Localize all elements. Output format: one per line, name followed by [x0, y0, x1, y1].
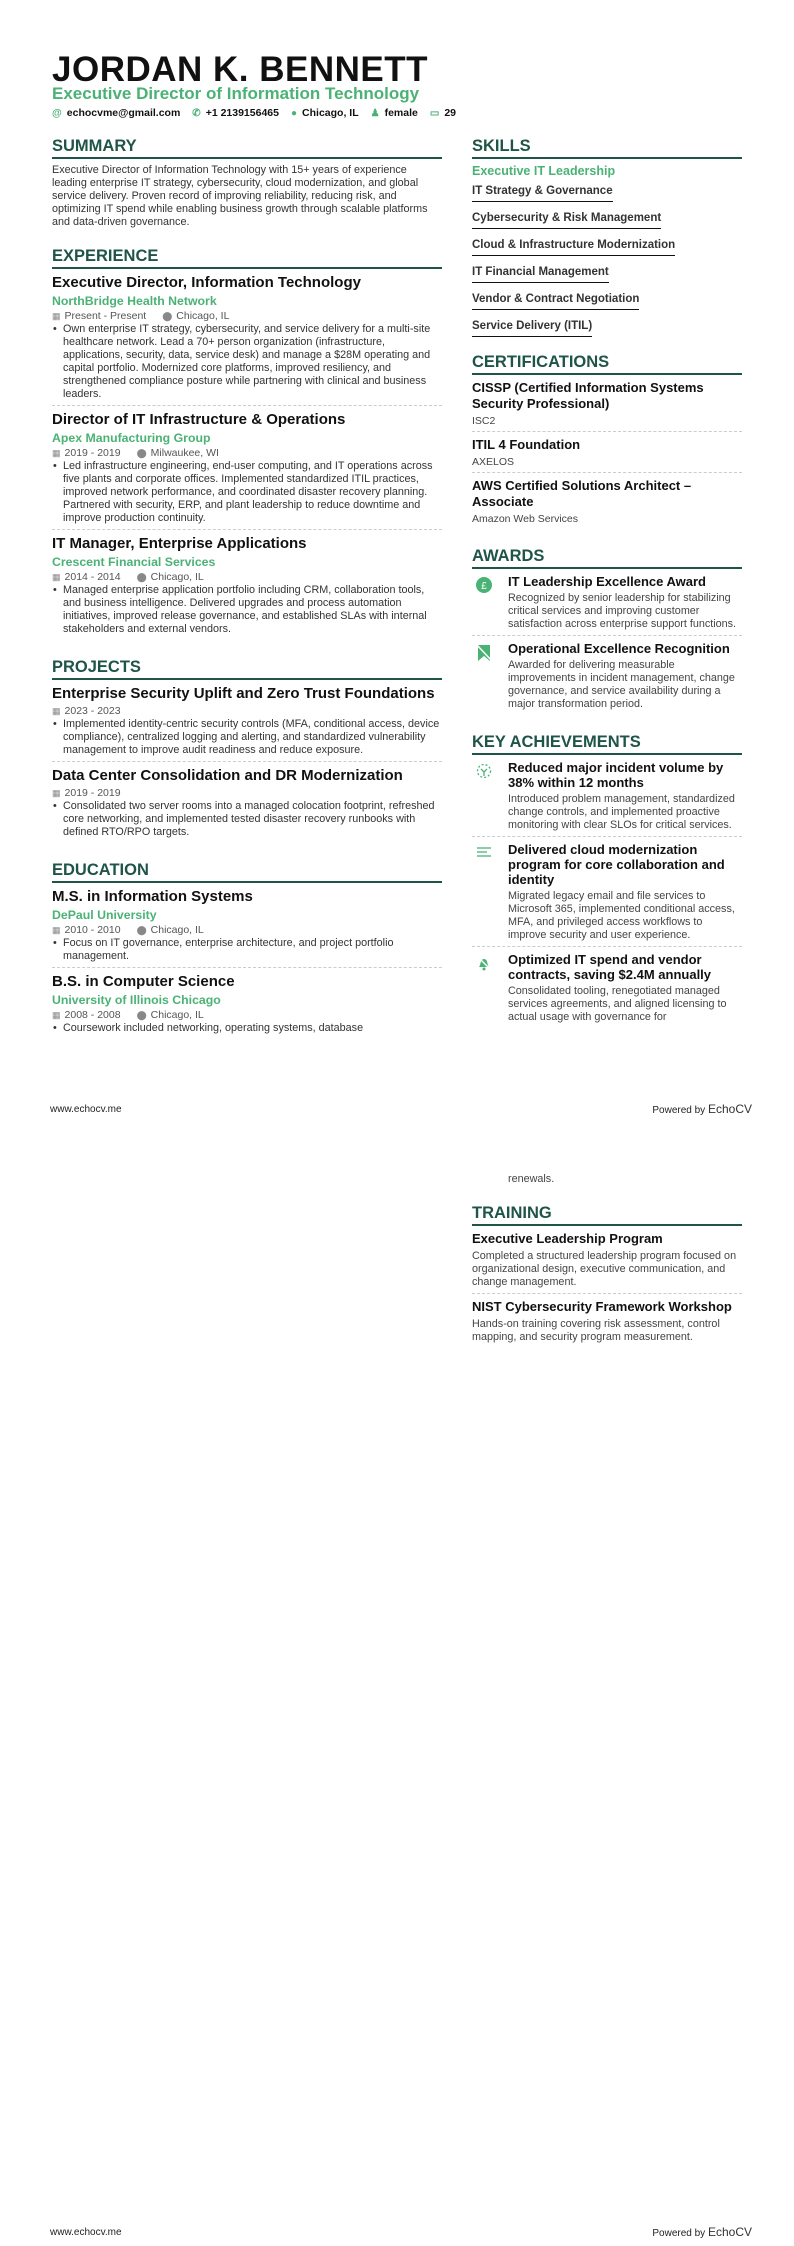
- certification-issuer: Amazon Web Services: [472, 513, 579, 525]
- entry-title: Data Center Consolidation and DR Modernization: [52, 767, 403, 784]
- section-heading-experience: EXPERIENCE: [52, 247, 442, 269]
- date-range: [52, 787, 121, 799]
- entry-bullets: [52, 718, 442, 757]
- training-description: Hands-on training covering risk assessment, control mapping, and security program measurement.: [472, 1318, 720, 1343]
- bullet-item: • Own enterprise IT strategy, cybersecurity, and service delivery for a multi-site healthcare network. Lead a 70+ person organization (infrastructure, applications, security, data, service desk) and manage a $28M operating and capital portfolio. Modernized core platforms, improved resiliency, and strengthened compliance posture while partnering with clinical and business leaders.: [52, 323, 442, 401]
- date-text: 2014 - 2014: [64, 571, 121, 583]
- skill-row: [472, 316, 742, 343]
- certification-entry: [472, 478, 742, 529]
- skill-item: Cloud & Infrastructure Modernization: [472, 239, 675, 256]
- training-title: NIST Cybersecurity Framework Workshop: [472, 1299, 732, 1314]
- calendar-icon: ▦: [52, 311, 61, 321]
- entry-body: [508, 641, 742, 711]
- achievements-entry: [472, 952, 742, 1028]
- item-meta: [52, 571, 442, 583]
- achievements-entry: [472, 760, 742, 837]
- location: [137, 571, 204, 583]
- entry-title: IT Manager, Enterprise Applications: [52, 535, 307, 552]
- left-column: [52, 137, 442, 1044]
- focus-icon: [472, 760, 496, 832]
- powered-by: Powered by EchoCV: [652, 1102, 752, 1116]
- location-icon: ⬤: [136, 925, 147, 935]
- footer-url[interactable]: www.echocv.me: [50, 1104, 122, 1115]
- entry-body: [508, 842, 742, 942]
- section-heading-education: EDUCATION: [52, 861, 442, 883]
- location: [137, 924, 204, 936]
- section-heading-certifications: CERTIFICATIONS: [472, 353, 742, 375]
- item-meta: [52, 310, 442, 322]
- entry-organization: Apex Manufacturing Group: [52, 431, 211, 445]
- item-meta: [52, 705, 442, 717]
- location-text: Chicago, IL: [150, 1009, 204, 1021]
- align-left-icon: [472, 842, 496, 942]
- certifications-list: [472, 380, 742, 529]
- entry-organization: NorthBridge Health Network: [52, 294, 217, 308]
- skill-item: IT Financial Management: [472, 266, 609, 283]
- education-entry: [52, 973, 442, 1039]
- entry-description: Introduced problem management, standardized change controls, and implemented proactive monitoring with clear SLOs for critical services.: [508, 793, 735, 831]
- calendar-icon: ▦: [52, 788, 61, 798]
- skill-group-title: Executive IT Leadership: [472, 164, 616, 178]
- location: [137, 1009, 204, 1021]
- at-icon: @: [52, 108, 62, 119]
- bullet-item: • Consolidated two server rooms into a managed colocation footprint, refreshed core networking, and implemented tested disaster recovery runbooks with defined RTO/RPO targets.: [52, 800, 442, 839]
- entry-bullets: [52, 800, 442, 839]
- summary-text: Executive Director of Information Technology with 15+ years of experience leading enterprise IT strategy, cybersecurity, cloud modernization, and global service delivery. Proven record of improving reliability, reducing risk, and optimizing IT spend while enabling business growth through scalable platforms and data-driven governance.: [52, 164, 428, 228]
- location-text: Chicago, IL: [176, 310, 230, 322]
- entry-description: Consolidated tooling, renegotiated managed services agreements, and aligned licensing to actual usage with governance for: [508, 985, 727, 1023]
- location-icon: ⬤: [136, 448, 147, 458]
- awards-entry: [472, 641, 742, 715]
- location-icon: ⬤: [136, 572, 147, 582]
- entry-body: [508, 574, 742, 631]
- item-meta: [52, 1009, 442, 1021]
- contact-bar: [52, 107, 456, 119]
- location-icon: ⬤: [136, 1010, 147, 1020]
- right-column: [472, 137, 742, 1033]
- certification-name: CISSP (Certified Information Systems Security Professional): [472, 380, 704, 411]
- certification-issuer: ISC2: [472, 415, 496, 427]
- contact-gender: ♟ female: [370, 107, 418, 119]
- education-entry: [52, 888, 442, 968]
- entry-organization: DePaul University: [52, 908, 157, 922]
- entry-bullets: [52, 937, 442, 963]
- section-heading-training: TRAINING: [472, 1204, 742, 1226]
- svg-text:£: £: [481, 581, 487, 592]
- date-range: [52, 447, 121, 459]
- entry-title: Director of IT Infrastructure & Operations: [52, 411, 346, 428]
- item-meta: [52, 924, 442, 936]
- entry-organization: University of Illinois Chicago: [52, 993, 221, 1007]
- entry-bullets: [52, 323, 442, 401]
- powered-by: Powered by EchoCV: [652, 2225, 752, 2239]
- training-title: Executive Leadership Program: [472, 1231, 663, 1246]
- section-heading-achievements: KEY ACHIEVEMENTS: [472, 733, 742, 755]
- entry-title: Enterprise Security Uplift and Zero Trust Foundations: [52, 685, 435, 702]
- date-range: [52, 924, 121, 936]
- skill-item: Vendor & Contract Negotiation: [472, 293, 639, 310]
- section-heading-projects: PROJECTS: [52, 658, 442, 680]
- awards-entry: [472, 574, 742, 636]
- entry-body: [508, 760, 742, 832]
- location-text: Milwaukee, WI: [150, 447, 219, 459]
- candidate-title: Executive Director of Information Technology: [52, 84, 420, 103]
- skill-row: [472, 235, 742, 262]
- bullet-item: • Coursework included networking, operating systems, database: [52, 1022, 442, 1035]
- location-icon: ⬤: [162, 311, 173, 321]
- date-range: [52, 1009, 121, 1021]
- entry-description: Recognized by senior leadership for stabilizing critical services and improving customer satisfaction across enterprise support functions.: [508, 592, 737, 630]
- entry-title: Executive Director, Information Technology: [52, 274, 361, 291]
- location: [137, 447, 219, 459]
- projects-entry: [52, 767, 442, 843]
- experience-entry: [52, 274, 442, 406]
- achievement-desc-continued: renewals.: [508, 1173, 555, 1185]
- entry-title: Delivered cloud modernization program for core collaboration and identity: [508, 842, 725, 887]
- location: [162, 310, 229, 322]
- entry-title: Reduced major incident volume by 38% within 12 months: [508, 760, 724, 790]
- calendar-icon: ▭: [429, 108, 440, 119]
- bookmark-off-icon: [472, 641, 496, 711]
- date-range: [52, 571, 121, 583]
- contact-location: ● Chicago, IL: [290, 107, 359, 119]
- date-text: 2008 - 2008: [64, 1009, 121, 1021]
- entry-title: M.S. in Information Systems: [52, 888, 253, 905]
- entry-description: Awarded for delivering measurable improvements in incident management, change governance, and service availability during a major transformation period.: [508, 659, 735, 710]
- contact-age: ▭ 29: [429, 107, 457, 119]
- bell-off-icon: [472, 952, 496, 1024]
- experience-entry: [52, 411, 442, 530]
- date-text: 2010 - 2010: [64, 924, 121, 936]
- section-heading-awards: AWARDS: [472, 547, 742, 569]
- entry-bullets: [52, 460, 442, 525]
- awards-list: [472, 574, 742, 715]
- section-heading-summary: SUMMARY: [52, 137, 442, 159]
- skill-row: [472, 289, 742, 316]
- certification-entry: [472, 437, 742, 473]
- entry-bullets: [52, 1022, 442, 1035]
- location-text: Chicago, IL: [150, 924, 204, 936]
- date-range: [52, 310, 146, 322]
- certification-name: AWS Certified Solutions Architect – Associate: [472, 478, 692, 509]
- calendar-icon: ▦: [52, 925, 61, 935]
- experience-list: [52, 274, 442, 640]
- projects-entry: [52, 685, 442, 762]
- candidate-name: JORDAN K. BENNETT: [52, 50, 429, 89]
- training-list: [472, 1231, 742, 1348]
- achievements-list: [472, 760, 742, 1028]
- certification-entry: [472, 380, 742, 432]
- entry-bullets: [52, 584, 442, 636]
- calendar-icon: ▦: [52, 706, 61, 716]
- skill-item: Service Delivery (ITIL): [472, 320, 592, 337]
- page-2: [0, 1123, 794, 2246]
- achievements-entry: [472, 842, 742, 947]
- bullet-item: • Implemented identity-centric security controls (MFA, conditional access, device compliance), centralized logging and alerting, and standardized vulnerability management to improve audit readiness and reduce exposure.: [52, 718, 442, 757]
- item-meta: [52, 447, 442, 459]
- item-meta: [52, 787, 442, 799]
- experience-entry: [52, 535, 442, 640]
- certification-name: ITIL 4 Foundation: [472, 437, 581, 452]
- skills-list: [472, 181, 742, 343]
- location-text: Chicago, IL: [150, 571, 204, 583]
- skill-row: [472, 262, 742, 289]
- entry-description: Migrated legacy email and file services to Microsoft 365, implemented conditional access, MFA, and privileged access workflows to improve security and user experience.: [508, 890, 735, 941]
- right-column-page-2: [472, 1173, 742, 1353]
- date-text: 2023 - 2023: [64, 705, 121, 717]
- bullet-item: • Led infrastructure engineering, end-user computing, and IT operations across five plants and corporate offices. Implemented standardized ITIL practices, improved network performance, and coordinated disaster recovery planning. Partnered with security, ERP, and plant leadership to reduce downtime and improve production continuity.: [52, 460, 442, 525]
- entry-body: [508, 952, 742, 1024]
- date-text: 2019 - 2019: [64, 787, 121, 799]
- entry-title: B.S. in Computer Science: [52, 973, 235, 990]
- entry-organization: Crescent Financial Services: [52, 555, 216, 569]
- calendar-icon: ▦: [52, 1010, 61, 1020]
- contact-phone: ✆ +1 2139156465: [192, 107, 279, 119]
- date-text: 2019 - 2019: [64, 447, 121, 459]
- date-text: Present - Present: [64, 310, 147, 322]
- skill-row: [472, 181, 742, 208]
- contact-email: @ echocvme@gmail.com: [52, 107, 181, 119]
- certification-issuer: AXELOS: [472, 456, 515, 468]
- brand-echocv: EchoCV: [707, 1102, 752, 1116]
- education-list: [52, 888, 442, 1039]
- skill-item: Cybersecurity & Risk Management: [472, 212, 661, 229]
- location-icon: ●: [290, 108, 298, 119]
- pound-coin-icon: [472, 574, 496, 631]
- section-heading-skills: SKILLS: [472, 137, 742, 159]
- training-entry: [472, 1231, 742, 1294]
- person-icon: ♟: [370, 108, 380, 119]
- projects-list: [52, 685, 442, 843]
- bullet-item: • Focus on IT governance, enterprise architecture, and project portfolio management.: [52, 937, 442, 963]
- entry-title: Operational Excellence Recognition: [508, 641, 730, 656]
- training-description: Completed a structured leadership program focused on organizational design, executive communication, and change management.: [472, 1250, 737, 1288]
- date-range: [52, 705, 121, 717]
- skill-row: [472, 208, 742, 235]
- calendar-icon: ▦: [52, 448, 61, 458]
- training-entry: [472, 1299, 742, 1348]
- brand-echocv: EchoCV: [707, 2225, 752, 2239]
- phone-icon: ✆: [192, 108, 201, 119]
- bullet-item: • Managed enterprise application portfolio including CRM, collaboration tools, and business intelligence. Delivered upgrades and process automation initiatives, improved release governance, and established SLAs with internal stakeholders and external vendors.: [52, 584, 442, 636]
- entry-title: IT Leadership Excellence Award: [508, 574, 706, 589]
- calendar-icon: ▦: [52, 572, 61, 582]
- footer-url[interactable]: www.echocv.me: [50, 2227, 122, 2238]
- entry-title: Optimized IT spend and vendor contracts, saving $2.4M annually: [508, 952, 712, 982]
- skill-item: IT Strategy & Governance: [472, 185, 613, 202]
